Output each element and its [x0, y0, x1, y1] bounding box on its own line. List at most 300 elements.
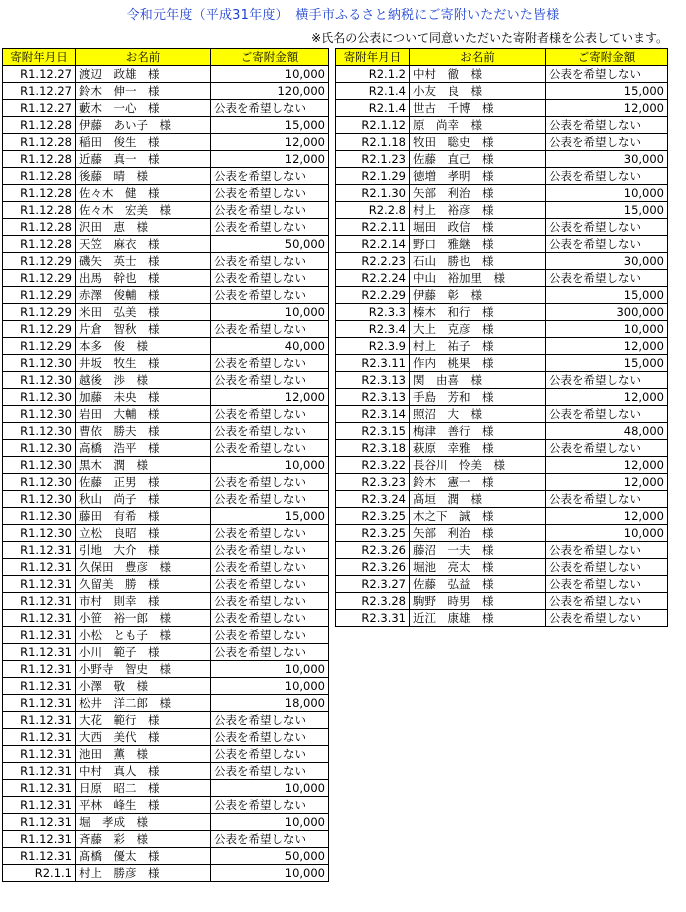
name-cell: 堀 孝成 様 [76, 814, 211, 831]
amount-cell: 12,000 [211, 151, 329, 168]
date-cell: R1.12.31 [3, 678, 76, 695]
date-cell: R1.12.28 [3, 134, 76, 151]
date-cell: R1.12.31 [3, 780, 76, 797]
table-row [336, 525, 668, 542]
amount-cell: 公表を希望しない [546, 576, 668, 593]
table-row [336, 593, 668, 610]
date-cell: R1.12.27 [3, 66, 76, 83]
amount-cell: 10,000 [211, 661, 329, 678]
name-cell: 小松 とも子 様 [76, 627, 211, 644]
name-cell: 片倉 智秋 様 [76, 321, 211, 338]
amount-cell: 15,000 [211, 117, 329, 134]
amount-cell: 公表を希望しない [211, 729, 329, 746]
table-row [336, 219, 668, 236]
table-row [336, 389, 668, 406]
table-row [3, 355, 329, 372]
table-row [336, 168, 668, 185]
table-row [3, 185, 329, 202]
amount-cell: 15,000 [546, 287, 668, 304]
date-cell: R1.12.31 [3, 831, 76, 848]
amount-cell: 12,000 [546, 389, 668, 406]
name-cell: 関 由喜 様 [410, 372, 546, 389]
amount-cell: 120,000 [211, 83, 329, 100]
name-cell: 梅津 善行 様 [410, 423, 546, 440]
table-row [3, 151, 329, 168]
name-cell: 市村 則幸 様 [76, 593, 211, 610]
table-row [3, 66, 329, 83]
date-cell: R1.12.31 [3, 559, 76, 576]
date-cell: R2.3.3 [336, 304, 410, 321]
date-cell: R1.12.28 [3, 219, 76, 236]
name-cell: 堀池 亮太 様 [410, 559, 546, 576]
date-cell: R1.12.28 [3, 236, 76, 253]
date-cell: R1.12.31 [3, 797, 76, 814]
date-cell: R1.12.31 [3, 746, 76, 763]
amount-cell: 12,000 [546, 474, 668, 491]
name-cell: 駒野 時男 様 [410, 593, 546, 610]
name-cell: 伊藤 彰 様 [410, 287, 546, 304]
name-cell: 高橋 浩平 様 [76, 440, 211, 457]
amount-cell: 12,000 [546, 508, 668, 525]
table-row [336, 202, 668, 219]
table-row [336, 576, 668, 593]
date-cell: R1.12.28 [3, 185, 76, 202]
name-cell: 佐々木 宏美 様 [76, 202, 211, 219]
name-cell: 佐藤 弘益 様 [410, 576, 546, 593]
name-cell: 出馬 幹也 様 [76, 270, 211, 287]
amount-cell: 公表を希望しない [211, 712, 329, 729]
date-cell: R2.2.11 [336, 219, 410, 236]
amount-cell: 公表を希望しない [211, 831, 329, 848]
name-cell: 天笠 麻衣 様 [76, 236, 211, 253]
date-cell: R1.12.31 [3, 644, 76, 661]
date-cell: R2.3.4 [336, 321, 410, 338]
date-cell: R2.2.8 [336, 202, 410, 219]
table-row [336, 151, 668, 168]
name-cell: 久留美 勝 様 [76, 576, 211, 593]
amount-cell: 公表を希望しない [546, 168, 668, 185]
amount-cell: 公表を希望しない [211, 474, 329, 491]
name-cell: 近藤 真一 様 [76, 151, 211, 168]
header-date: 寄附年月日 [3, 49, 76, 66]
table-row [336, 287, 668, 304]
table-row [336, 355, 668, 372]
name-cell: 黒木 潤 様 [76, 457, 211, 474]
date-cell: R2.1.30 [336, 185, 410, 202]
name-cell: 曹依 勝夫 様 [76, 423, 211, 440]
name-cell: 村上 祐子 様 [410, 338, 546, 355]
header-date: 寄附年月日 [336, 49, 410, 66]
amount-cell: 12,000 [211, 389, 329, 406]
table-row [3, 117, 329, 134]
amount-cell: 公表を希望しない [546, 610, 668, 627]
amount-cell: 12,000 [546, 338, 668, 355]
table-row [3, 831, 329, 848]
amount-cell: 公表を希望しない [546, 542, 668, 559]
date-cell: R1.12.28 [3, 151, 76, 168]
name-cell: 小川 範子 様 [76, 644, 211, 661]
header-amount: ご寄附金額 [546, 49, 668, 66]
date-cell: R1.12.29 [3, 338, 76, 355]
name-cell: 矢部 利治 様 [410, 185, 546, 202]
name-cell: 加藤 未央 様 [76, 389, 211, 406]
name-cell: 池田 薫 様 [76, 746, 211, 763]
amount-cell: 10,000 [211, 66, 329, 83]
table-row [3, 134, 329, 151]
name-cell: 大花 範行 様 [76, 712, 211, 729]
name-cell: 小澤 敬 様 [76, 678, 211, 695]
amount-cell: 15,000 [546, 83, 668, 100]
date-cell: R2.1.2 [336, 66, 410, 83]
table-row [3, 338, 329, 355]
name-cell: 矢部 利治 様 [410, 525, 546, 542]
amount-cell: 公表を希望しない [211, 610, 329, 627]
name-cell: 米田 弘美 様 [76, 304, 211, 321]
name-cell: 近江 康雄 様 [410, 610, 546, 627]
date-cell: R2.2.24 [336, 270, 410, 287]
table-row [336, 372, 668, 389]
name-cell: 木之下 誠 様 [410, 508, 546, 525]
table-row [3, 287, 329, 304]
table-row [3, 372, 329, 389]
name-cell: 佐藤 直己 様 [410, 151, 546, 168]
table-row [3, 202, 329, 219]
name-cell: 伊藤 あい子 様 [76, 117, 211, 134]
amount-cell: 10,000 [546, 525, 668, 542]
amount-cell: 公表を希望しない [546, 593, 668, 610]
date-cell: R1.12.27 [3, 83, 76, 100]
date-cell: R1.12.31 [3, 627, 76, 644]
date-cell: R2.1.23 [336, 151, 410, 168]
table-row [336, 406, 668, 423]
amount-cell: 公表を希望しない [546, 440, 668, 457]
date-cell: R1.12.30 [3, 406, 76, 423]
name-cell: 村上 勝彦 様 [76, 865, 211, 882]
date-cell: R1.12.31 [3, 848, 76, 865]
table-row [3, 508, 329, 525]
amount-cell: 公表を希望しない [211, 525, 329, 542]
date-cell: R2.3.9 [336, 338, 410, 355]
name-cell: 髙橋 優太 様 [76, 848, 211, 865]
date-cell: R1.12.30 [3, 440, 76, 457]
name-cell: 堀田 政信 様 [410, 219, 546, 236]
table-body-left [3, 66, 329, 882]
name-cell: 佐々木 健 様 [76, 185, 211, 202]
table-row [3, 712, 329, 729]
page-title: 令和元年度（平成31年度） 横手市ふるさと納税にご寄附いただいた皆様 [126, 8, 560, 23]
name-cell: 斉藤 彩 様 [76, 831, 211, 848]
table-row [3, 100, 329, 117]
date-cell: R2.2.23 [336, 253, 410, 270]
table-row [336, 236, 668, 253]
name-cell: 大西 美代 様 [76, 729, 211, 746]
name-cell: 後藤 晴 様 [76, 168, 211, 185]
amount-cell: 公表を希望しない [211, 202, 329, 219]
date-cell: R1.12.31 [3, 593, 76, 610]
donor-table-right [335, 48, 668, 627]
amount-cell: 50,000 [211, 236, 329, 253]
name-cell: 照沼 大 様 [410, 406, 546, 423]
table-row [3, 525, 329, 542]
name-cell: 長谷川 怜美 様 [410, 457, 546, 474]
amount-cell: 公表を希望しない [546, 117, 668, 134]
donor-table-left [2, 48, 329, 882]
table-body-right [336, 66, 668, 627]
amount-cell: 10,000 [211, 814, 329, 831]
date-cell: R2.3.11 [336, 355, 410, 372]
table-row [3, 474, 329, 491]
name-cell: 本多 俊 様 [76, 338, 211, 355]
amount-cell: 公表を希望しない [211, 270, 329, 287]
table-row [3, 270, 329, 287]
date-cell: R1.12.30 [3, 525, 76, 542]
table-row [336, 542, 668, 559]
date-cell: R1.12.30 [3, 389, 76, 406]
date-cell: R2.3.22 [336, 457, 410, 474]
date-cell: R1.12.30 [3, 508, 76, 525]
amount-cell: 公表を希望しない [546, 236, 668, 253]
date-cell: R1.12.31 [3, 695, 76, 712]
amount-cell: 公表を希望しない [546, 491, 668, 508]
date-cell: R2.3.27 [336, 576, 410, 593]
amount-cell: 公表を希望しない [211, 644, 329, 661]
amount-cell: 公表を希望しない [546, 270, 668, 287]
amount-cell: 公表を希望しない [211, 287, 329, 304]
amount-cell: 公表を希望しない [211, 627, 329, 644]
name-cell: 小友 良 様 [410, 83, 546, 100]
name-cell: 鈴木 憲一 様 [410, 474, 546, 491]
date-cell: R1.12.31 [3, 576, 76, 593]
table-row [3, 576, 329, 593]
name-cell: 世古 千博 様 [410, 100, 546, 117]
date-cell: R2.3.28 [336, 593, 410, 610]
amount-cell: 公表を希望しない [211, 593, 329, 610]
table-row [336, 117, 668, 134]
table-header-row [336, 49, 668, 66]
date-cell: R1.12.28 [3, 117, 76, 134]
amount-cell: 40,000 [211, 338, 329, 355]
table-row [336, 185, 668, 202]
name-cell: 井坂 牧生 様 [76, 355, 211, 372]
name-cell: 渡辺 政雄 様 [76, 66, 211, 83]
table-row [336, 66, 668, 83]
table-row [336, 559, 668, 576]
name-cell: 越後 渉 様 [76, 372, 211, 389]
table-row [3, 780, 329, 797]
name-cell: 稲田 俊生 様 [76, 134, 211, 151]
table-row [3, 865, 329, 882]
date-cell: R1.12.28 [3, 202, 76, 219]
amount-cell: 300,000 [546, 304, 668, 321]
date-cell: R1.12.31 [3, 712, 76, 729]
table-row [336, 338, 668, 355]
date-cell: R2.3.18 [336, 440, 410, 457]
amount-cell: 公表を希望しない [211, 746, 329, 763]
header-name: お名前 [76, 49, 211, 66]
table-row [3, 542, 329, 559]
table-row [3, 457, 329, 474]
amount-cell: 公表を希望しない [211, 491, 329, 508]
amount-cell: 公表を希望しない [211, 440, 329, 457]
name-cell: 手島 芳和 様 [410, 389, 546, 406]
amount-cell: 公表を希望しない [546, 219, 668, 236]
table-row [3, 610, 329, 627]
date-cell: R2.3.31 [336, 610, 410, 627]
table-row [3, 661, 329, 678]
date-cell: R1.12.27 [3, 100, 76, 117]
date-cell: R1.12.30 [3, 372, 76, 389]
table-row [336, 304, 668, 321]
amount-cell: 公表を希望しない [211, 406, 329, 423]
date-cell: R2.3.23 [336, 474, 410, 491]
name-cell: 村上 裕彦 様 [410, 202, 546, 219]
table-row [336, 474, 668, 491]
table-row [3, 746, 329, 763]
name-cell: 小野寺 智史 様 [76, 661, 211, 678]
date-cell: R2.1.12 [336, 117, 410, 134]
name-cell: 中村 真人 様 [76, 763, 211, 780]
name-cell: 藤沼 一夫 様 [410, 542, 546, 559]
amount-cell: 公表を希望しない [546, 559, 668, 576]
table-row [336, 423, 668, 440]
table-row [3, 729, 329, 746]
table-row [3, 848, 329, 865]
amount-cell: 48,000 [546, 423, 668, 440]
amount-cell: 公表を希望しない [546, 134, 668, 151]
date-cell: R2.3.26 [336, 559, 410, 576]
amount-cell: 10,000 [546, 321, 668, 338]
amount-cell: 12,000 [211, 134, 329, 151]
table-row [3, 321, 329, 338]
table-row [3, 797, 329, 814]
amount-cell: 30,000 [546, 151, 668, 168]
name-cell: 萩原 幸雅 様 [410, 440, 546, 457]
date-cell: R2.1.1 [3, 865, 76, 882]
table-row [336, 321, 668, 338]
name-cell: 平林 峰生 様 [76, 797, 211, 814]
name-cell: 立松 良昭 様 [76, 525, 211, 542]
date-cell: R1.12.30 [3, 491, 76, 508]
amount-cell: 公表を希望しない [211, 423, 329, 440]
table-row [336, 457, 668, 474]
date-cell: R2.3.24 [336, 491, 410, 508]
name-cell: 沢田 恵 様 [76, 219, 211, 236]
header-amount: ご寄附金額 [211, 49, 329, 66]
name-cell: 岩田 大輔 様 [76, 406, 211, 423]
date-cell: R2.1.4 [336, 100, 410, 117]
disclosure-note: ※氏名の公表について同意いただいた寄附者様を公表しています。 [311, 31, 668, 45]
name-cell: 秋山 尚子 様 [76, 491, 211, 508]
table-row [336, 610, 668, 627]
amount-cell: 15,000 [546, 202, 668, 219]
date-cell: R2.3.26 [336, 542, 410, 559]
date-cell: R1.12.30 [3, 457, 76, 474]
amount-cell: 10,000 [211, 304, 329, 321]
date-cell: R1.12.31 [3, 814, 76, 831]
table-row [3, 763, 329, 780]
table-row [336, 270, 668, 287]
table-row [336, 100, 668, 117]
date-cell: R1.12.31 [3, 763, 76, 780]
date-cell: R1.12.31 [3, 542, 76, 559]
amount-cell: 公表を希望しない [211, 168, 329, 185]
date-cell: R1.12.29 [3, 253, 76, 270]
amount-cell: 公表を希望しない [211, 185, 329, 202]
date-cell: R1.12.29 [3, 321, 76, 338]
name-cell: 徳増 孝明 様 [410, 168, 546, 185]
amount-cell: 18,000 [211, 695, 329, 712]
amount-cell: 50,000 [211, 848, 329, 865]
date-cell: R2.2.14 [336, 236, 410, 253]
name-cell: 日原 昭二 様 [76, 780, 211, 797]
name-cell: 髙垣 潤 様 [410, 491, 546, 508]
amount-cell: 15,000 [211, 508, 329, 525]
table-row [3, 236, 329, 253]
amount-cell: 公表を希望しない [211, 542, 329, 559]
amount-cell: 30,000 [546, 253, 668, 270]
amount-cell: 公表を希望しない [211, 797, 329, 814]
date-cell: R2.3.13 [336, 372, 410, 389]
amount-cell: 公表を希望しない [546, 372, 668, 389]
table-row [3, 559, 329, 576]
table-row [3, 440, 329, 457]
amount-cell: 公表を希望しない [211, 321, 329, 338]
table-row [3, 814, 329, 831]
date-cell: R1.12.29 [3, 304, 76, 321]
name-cell: 大上 克彦 様 [410, 321, 546, 338]
name-cell: 引地 大介 様 [76, 542, 211, 559]
table-row [3, 304, 329, 321]
amount-cell: 公表を希望しない [211, 576, 329, 593]
amount-cell: 10,000 [211, 678, 329, 695]
amount-cell: 公表を希望しない [211, 355, 329, 372]
amount-cell: 公表を希望しない [211, 219, 329, 236]
table-row [3, 406, 329, 423]
table-row [3, 83, 329, 100]
date-cell: R1.12.31 [3, 661, 76, 678]
date-cell: R1.12.30 [3, 423, 76, 440]
date-cell: R2.3.15 [336, 423, 410, 440]
name-cell: 久保田 豊彦 様 [76, 559, 211, 576]
date-cell: R2.1.4 [336, 83, 410, 100]
amount-cell: 公表を希望しない [211, 559, 329, 576]
name-cell: 藤田 有希 様 [76, 508, 211, 525]
amount-cell: 10,000 [211, 780, 329, 797]
table-row [336, 440, 668, 457]
table-header-row [3, 49, 329, 66]
table-row [3, 627, 329, 644]
date-cell: R2.3.25 [336, 508, 410, 525]
name-cell: 松井 洋二郎 様 [76, 695, 211, 712]
table-row [3, 644, 329, 661]
amount-cell: 12,000 [546, 100, 668, 117]
table-row [336, 134, 668, 151]
amount-cell: 10,000 [211, 457, 329, 474]
table-row [336, 253, 668, 270]
name-cell: 赤澤 俊輔 様 [76, 287, 211, 304]
date-cell: R1.12.29 [3, 287, 76, 304]
amount-cell: 12,000 [546, 457, 668, 474]
header-name: お名前 [410, 49, 546, 66]
date-cell: R1.12.30 [3, 474, 76, 491]
amount-cell: 10,000 [546, 185, 668, 202]
name-cell: 榛木 和行 様 [410, 304, 546, 321]
name-cell: 中山 裕加里 様 [410, 270, 546, 287]
amount-cell: 公表を希望しない [211, 372, 329, 389]
amount-cell: 公表を希望しない [211, 100, 329, 117]
name-cell: 中村 徹 様 [410, 66, 546, 83]
table-row [3, 491, 329, 508]
